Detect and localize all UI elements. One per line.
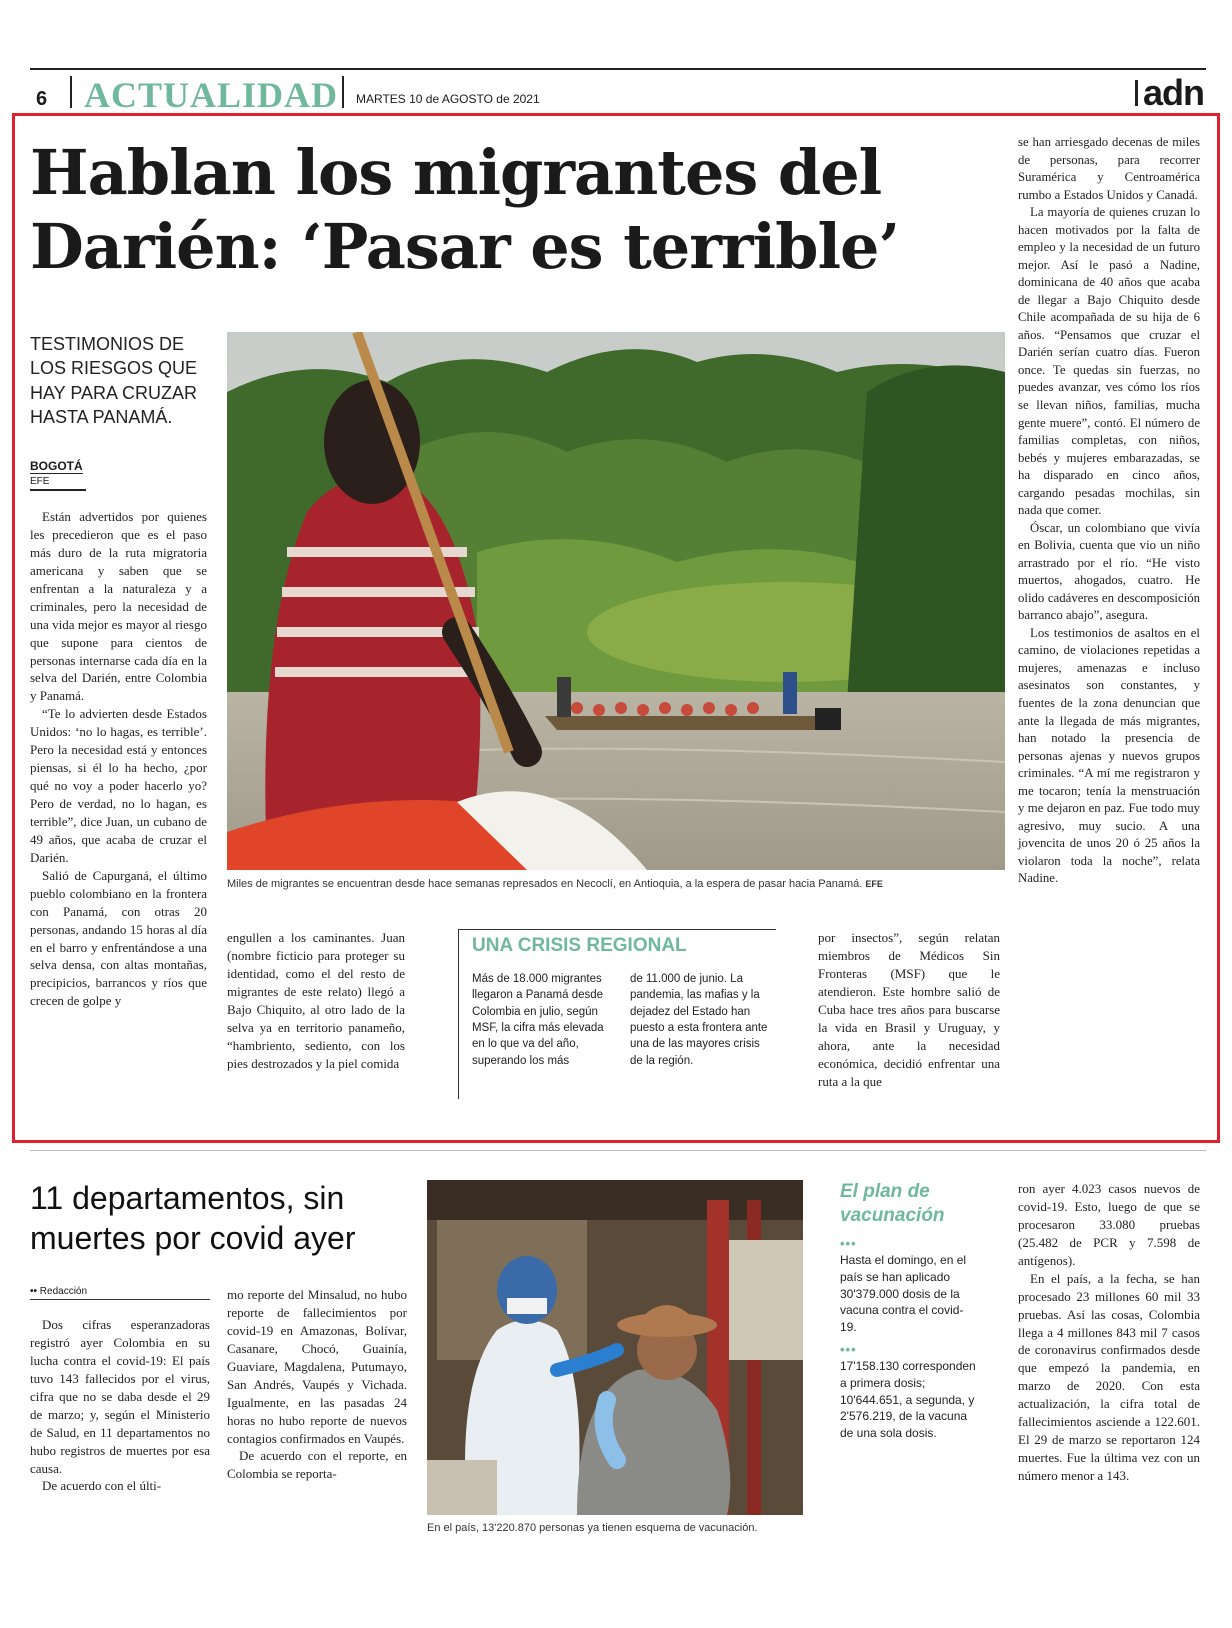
headline-line-1: Hablan los migrantes del	[30, 136, 882, 209]
photo-credit: EFE	[865, 879, 883, 889]
header-separator	[342, 76, 344, 108]
plan-text-2: 17'158.130 corresponden a primera dosis; 10'644.651, a segunda, y 2'576.219, de la vacuna de una sola dosis.	[840, 1359, 976, 1441]
covid-column-4	[1018, 1180, 1200, 1485]
paragraph: mo reporte del Minsalud, no hubo reporte de fallecimientos por covid-19 en Amazonas, Bolívar, Casanare, Chocó, Guainía, Guaviare, Magdalena, Putumayo, San Andrés, Vaupés y Vichada. Igualmente, en las pasadas 24 horas no hubo reporte de nuevos contagios confirmados en Vaupés.	[227, 1287, 407, 1446]
article-column-1	[30, 508, 207, 1010]
paragraph: De acuerdo con el reporte, en Colombia se reporta-	[227, 1448, 407, 1482]
dateline-agency: EFE	[30, 476, 86, 491]
dateline	[30, 455, 90, 491]
river-scene-illustration	[227, 332, 1005, 870]
covid-column-2	[227, 1286, 407, 1483]
article-divider	[30, 1150, 1206, 1151]
plan-title: El plan de vacunación	[840, 1181, 945, 1226]
crisis-sidebar-box	[458, 929, 778, 1101]
paragraph: En el país, a la fecha, se han procesado 23 millones 60 mil 33 pruebas. Así las cosas, Colombia llega a 4 millones 843 mil 7 casos de coronavirus confirmados desde que empezó la pandemia, en marzo de 2020. Con esta actualización, la cifra total de fallecimientos asciende a 122.601. El 29 de marzo se reportaron 124 muertes. Fue la última vez con un número menor a 143.	[1018, 1270, 1200, 1483]
paragraph: Los testimonios de asaltos en el camino, de violaciones repetidas a mujeres, amenazas e incluso asesinatos son constantes, y fuentes de la zona denuncian que ante la llegada de más migrantes, han notado la presencia de personas ajenas y nuevos grupos criminales. “A mí me registraron y me tocaron; tenía la menstruación y me dejaron en paz. Fue todo muy agresivo, muy sucio. A una jovencita de unos 20 ó 25 años la violaron toda la noche”, relata Nadine.	[1018, 625, 1200, 886]
byline-text: Redacción	[39, 1286, 88, 1297]
adn-logo: adn	[1142, 72, 1204, 113]
section-title: ACTUALIDAD	[84, 75, 339, 115]
bullet-dots-icon: •••	[840, 1342, 857, 1357]
article-column-5	[1018, 134, 1200, 888]
covid-headline: 11 departamentos, sin muertes por covid ayer	[30, 1180, 356, 1256]
paragraph: Óscar, un colombiano que vivía en Bolivia, cuenta que vio un niño arrastrado por el río. “He visto muertos, ahogados, cuatro. He olido cadáveres en descomposición barranco abajo”, asegura.	[1018, 520, 1200, 623]
main-photo-caption	[227, 878, 883, 890]
box-title: UNA CRISIS REGIONAL	[472, 935, 687, 956]
paragraph: De acuerdo con el últi-	[42, 1478, 162, 1494]
headline-line-2: Darién: ‘Pasar es terrible’	[30, 210, 900, 284]
paragraph: engullen a los caminantes. Juan (nombre ficticio para proteger su identidad, como el del resto de migrantes de este relato) llegó a Bajo Chiquito, al otro lado de la selva ya en territorio panameño, “hambriento, sediento, con los pies destrozados y la piel comida	[227, 930, 405, 1071]
paragraph: La mayoría de quienes cruzan lo hacen motivados por la falta de empleo y la necesidad de un futuro mejor. Así le pasó a Nadine, dominicana de 40 años que acaba de llegar a Bajo Chiquito desde Chile acompañada de su hija de 6 años. “Pensamos que cruzar el Darién serían cuatro días. Fueron once. Te quedas sin fuerzas, no puedes avanzar, ves cómo los ríos se llevan niños, familias, mucha gente muere”, contó. El número de familias completas, con niños, bebés y mujeres embarazadas, se ha disparado en cinco años, cargando pesadas mochilas, sin nada que comer.	[1018, 205, 1200, 518]
plan-text-1: Hasta el domingo, en el país se han aplicado 30'379.000 dosis de la vacuna contra el covid-19.	[840, 1253, 967, 1335]
article-kicker: TESTIMONIOS DE LOS RIESGOS QUE HAY PARA CRUZAR HASTA PANAMÁ.	[30, 334, 198, 427]
paragraph: por insectos”, según relatan miembros de Médicos Sin Fronteras (MSF) que le atendieron. Este hombre salió de Cuba hace tres años para buscarse la vida en Brasil y Uruguay, y ahora, ante la necesidad económica, decidió enfrentar una ruta a la que	[818, 930, 1000, 1089]
caption-text: Miles de migrantes se encuentran desde hace semanas represados en Necoclí, en Antioquia, a la espera de pasar hacia Panamá.	[227, 878, 863, 890]
paragraph: Salió de Capurganá, el último pueblo colombiano en la frontera con Panamá, con otras 20 personas, andando 15 horas al día en el barro y enfrentándose a una selva densa, con altas montañas, precipicios, barrancos y ríos que crecen de golpe y	[30, 867, 207, 1009]
paragraph: Están advertidos por quienes les precedieron que es el paso más duro de la ruta migratoria americana y saben que se enfrentan a la naturaleza y a criminales, pero la necesidad de una vida mejor es mayor al riesgo que supone para cientos de personas internarse cada día en la selva del Darién, entre Colombia y Panamá.	[30, 509, 207, 704]
page-header	[30, 68, 1206, 115]
paragraph: Dos cifras esperanzadoras registró ayer Colombia en su lucha contra el covid-19: El país tuvo 143 fallecidos por el virus, cifra que no se daba desde el 29 de marzo; y, según el Ministerio de Salud, en 11 departamentos no hubo registros de muertes por esa causa.	[30, 1317, 210, 1476]
bullet-dots-icon: •••	[840, 1236, 857, 1251]
vaccination-photo	[427, 1180, 803, 1515]
byline	[30, 1286, 210, 1300]
dateline-city: BOGOTÁ	[30, 459, 83, 473]
article-column-4	[818, 929, 1000, 1090]
header-rule	[30, 68, 1206, 70]
covid-column-1	[30, 1316, 210, 1495]
paragraph: “Te lo advierten desde Estados Unidos: ‘no lo hagas, es terrible’. Pero la necesidad está y entonces piensas, si él lo ha hecho, ¿por qué no voy a poder hacerlo yo? Pero de verdad, no lo hagan, es terrible”, dice Juan, un cubano de 49 años, que acaba de cruzar el Darién.	[30, 706, 207, 865]
byline-dots-icon: ••	[30, 1286, 40, 1297]
main-headline	[30, 136, 990, 285]
vaccination-scene-illustration	[427, 1180, 803, 1515]
issue-date: MARTES 10 de AGOSTO de 2021	[356, 92, 540, 106]
box-column-2: de 11.000 de junio. La pandemia, las mafias y la dejadez del Estado han puesto a esta frontera ante una de las mayores crisis de la región.	[630, 973, 768, 1067]
paragraph: ron ayer 4.023 casos nuevos de covid-19. Esto, luego de que se procesaron 33.080 pruebas (25.482 de PCR y 7.598 de antígenos).	[1018, 1181, 1200, 1268]
article-column-2	[227, 929, 405, 1073]
paragraph: se han arriesgado decenas de miles de personas, para recorrer Suramérica y Centroamérica rumbo a Estados Unidos y Canadá.	[1018, 135, 1200, 202]
page-number: 6	[36, 88, 48, 110]
header-separator	[70, 76, 72, 108]
box-column-1: Más de 18.000 migrantes llegaron a Panamá desde Colombia en julio, según MSF, la cifra más elevada en lo que va del año, superando los más	[472, 973, 604, 1067]
migrants-boat-photo	[227, 332, 1005, 870]
vaccination-photo-caption: En el país, 13'220.870 personas ya tienen esquema de vacunación.	[427, 1522, 758, 1534]
